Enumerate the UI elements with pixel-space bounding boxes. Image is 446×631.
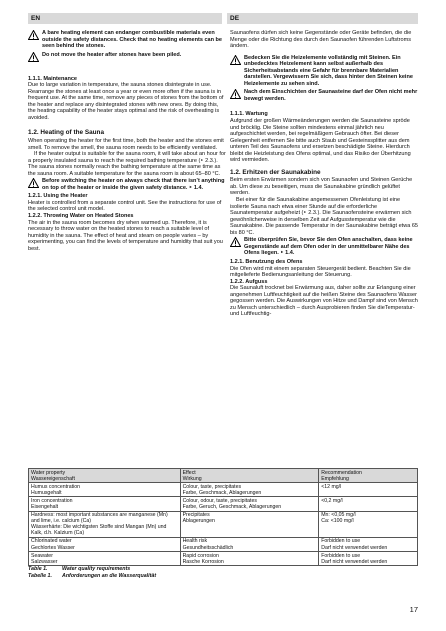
table-cell: Precipitates Ablagerungen [180, 511, 319, 537]
table-row [29, 537, 418, 551]
paragraph: When operating the heater for the first time, both the heater and the stones emit smell. To remove the smell, the sauna room needs to be efficiently ventilated. [28, 138, 224, 151]
warning-text: Bedecken Sie die Heizelemente vollständig mit Steinen. Ein unbedecktes Heizelement kann selbst außerhalb des Sicherheitsabstands eine Gefahr für brennbare Materialien darstellen. Vergewissern Sie sich, dass hinter den Steinen keine Heizelemente zu sehen sind. [244, 54, 413, 87]
table-header-row [29, 469, 418, 483]
paragraph: Due to large variation in temperature, the sauna stones disintegrate in use. Rearrange the stones at least once a year or even more often if the sauna is in frequent use. At the same time, remove any pieces of stones from the bottom of the heater and replace any disintegrated stones with new ones. By doing this, the heating capability of the heater stays optimal and the risk of overheating is avoided. [28, 82, 224, 121]
table-cell: <0,2 mg/l [319, 497, 418, 511]
section-heading: 1.2. Heating of the Sauna [28, 129, 104, 137]
section-heading: 1.2.2. Aufguss [230, 278, 268, 285]
table-cell: Colour, taste, precipitates Farbe, Geschmack, Ablagerungen [180, 483, 319, 497]
warning-text: Nach dem Einschichten der Saunasteine darf der Ofen nicht mehr bewegt werden. [244, 89, 418, 102]
warning-icon [230, 237, 241, 247]
table-cell: Mn: <0,05 mg/l Ca: <100 mg/l [319, 511, 418, 537]
warning-block [230, 89, 418, 102]
paragraph: Die Ofen wird mit einem separaten Steuergerät bedient. Beachten Sie die mitgelieferte Bedienungsanleitung der Steuerung. [230, 265, 411, 279]
warning-icon [230, 89, 241, 99]
paragraph: Beim ersten Erwärmen sondern sich von Saunaofen und Steinen Gerüche ab. Um diese zu beseitigen, muss die Saunakabine gründlich gelüftet werden. [230, 177, 413, 197]
table-header-cell: Recommendation Empfehlung [319, 469, 418, 483]
table-row [29, 483, 418, 497]
section-heading: 1.1.1. Maintenance [28, 75, 78, 82]
table-header-cell: Effect Wirkung [180, 469, 319, 483]
warning-block [28, 30, 227, 50]
section-heading: 1.2.1. Benutzung des Ofens [230, 258, 303, 265]
table-header-cell: Water property Wassereigenschaft [29, 469, 181, 483]
lang-header-en: EN [28, 13, 222, 24]
table-cell: Colour, odour, taste, precipitates Farbe, Geruch, Geschmack, Ablagerungen [180, 497, 319, 511]
warning-text: Bitte überprüfen Sie, bevor Sie den Ofen anschalten, dass keine Gegenstände auf dem Ofen oder in der unmittelbarer Nähe des Ofens liegen. ‣ 1.4. [244, 237, 413, 257]
section-heading: 1.2. Erhitzen der Saunakabine [230, 168, 321, 176]
table-cell: Rapid corrosion Rasche Korrosion [180, 552, 319, 566]
paragraph: Heater is controlled from a separate control unit. See the instructions for use of the selected control unit model. [28, 199, 222, 213]
paragraph: Saunaofens dürfen sich keine Gegenstände oder Geräte befinden, die die Menge oder die Richtung des durch den Saunaofen führenden Luftstroms ändern. [230, 30, 412, 50]
table-cell: Hardness: most important substances are manganese (Mn) and lime, i.e. calcium (Ca) Wässerhärte: Die wichtigsten Stoffe sind Mangan (Mn) und Kalk, d.h. Kalzium (Ca) [29, 511, 181, 537]
table-cell: Forbidden to use Darf nicht verwendet werden [319, 552, 418, 566]
table-row [29, 497, 418, 511]
paragraph: Aufgrund der großen Wärmeänderungen werden die Saunasteine spröde und bröcklig. Die Steine sollten mindestens einmal jährlich neu aufgeschichtet werden, bei regelmäßigem Gebrauch öfter. Bei dieser Gelegenheit entfernen Sie bitte auch Staub und Gesteinssplitter aus dem unteren Teil des Saunaofens und ersetzen beschädigte Steine. Hierdurch bleibt die Heizleistung des Ofens optimal, und das Risiko der Überhitzung wird vermieden. [230, 118, 411, 164]
warning-text: Do not move the heater after stones have been piled. [42, 51, 182, 58]
english-column [28, 30, 227, 252]
lang-header-de: DE [227, 13, 418, 24]
warning-icon [28, 30, 39, 40]
warning-block [230, 55, 418, 88]
table-caption [28, 566, 156, 579]
warning-block [28, 178, 227, 191]
warning-text: Before switching the heater on always check that there isn’t anything on top of the heater or inside the given safety distance. ‣ 1.4. [42, 178, 225, 191]
warning-icon [28, 178, 39, 188]
caption-text: Water quality requirements [62, 566, 131, 572]
warning-block [28, 52, 227, 62]
warning-icon [28, 52, 39, 62]
table-cell: Seawater Salzwasser [29, 552, 181, 566]
table-cell: Forbidden to use Darf nicht verwendet werden [319, 537, 418, 551]
paragraph: The air in the sauna room becomes dry when warmed up. Therefore, it is necessary to throw water on the heated stones to reach a suitable level of humidity in the sauna. The effect of heat and steam on people varies – by experimenting, you can find the levels of temperature and humidity that suit you best. [28, 219, 223, 252]
section-heading: 1.2.1. Using the Heater [28, 193, 88, 200]
table-row [29, 511, 418, 537]
caption-text: Anforderungen an die Wasserqualität [62, 572, 157, 579]
paragraph: If the heater output is suitable for the sauna room, it will take about an hour for a properly insulated sauna to reach the required bathing temperature (‣ 2.3.). The sauna stones normally reach the bathing temperature at the same time as the sauna room. A suitable temperature for the sauna room is about 65–80 °C. [28, 151, 226, 177]
warning-text: A bare heating element can endanger combustible materials even outside the safety distances. Check that no heating elements can be seen behind the stones. [42, 30, 223, 50]
page-number: 17 [409, 605, 418, 614]
german-column [230, 30, 418, 318]
caption-label: Tabelle 1. [28, 572, 52, 579]
table-cell: Humus concentration Humusgehalt [29, 483, 181, 497]
table-cell: Health risk Gesundheitsschädlich [180, 537, 319, 551]
paragraph: Bei einer für die Saunakabine angemessenen Ofenleistung ist eine isolierte Sauna nach etwa einer Stunde auf die erforderliche Saunatemperatur aufgeheizt (‣ 2.3.). Die Saunaofensteine erwärmen sich gewöhnlicherweise in derselben Zeit auf Aufgusstemperatur wie die Saunakabine. Die passende Temperatur in der Saunakabine beträgt etwa 65 bis 80 °C. [230, 197, 419, 236]
table-cell: Iron concentration Eisengehalt [29, 497, 181, 511]
warning-icon [230, 55, 241, 65]
paragraph: Die Saunaluft trocknet bei Erwärmung aus, daher sollte zur Erlangung einer angenehmen Luftfeuchtigkeit auf die heißen Steine des Saunaofens Wasser gegossen werden. Die Auswirkungen von Hitze und Dampf sind von Mensch zu Mensch unterschiedlich – durch Ausprobieren finden Sie dieTemperatur- und Luftfeuchtig- [230, 285, 418, 318]
table-cell: Chlorinated water Gechlortes Wasser [29, 537, 181, 551]
section-heading: 1.2.2. Throwing Water on Heated Stones [28, 213, 134, 220]
table-row [29, 552, 418, 566]
table-cell: <12 mg/l [319, 483, 418, 497]
water-quality-table [28, 468, 418, 566]
section-heading: 1.1.1. Wartung [230, 111, 268, 118]
warning-block [230, 237, 418, 257]
caption-label: Table 1. [28, 566, 48, 572]
